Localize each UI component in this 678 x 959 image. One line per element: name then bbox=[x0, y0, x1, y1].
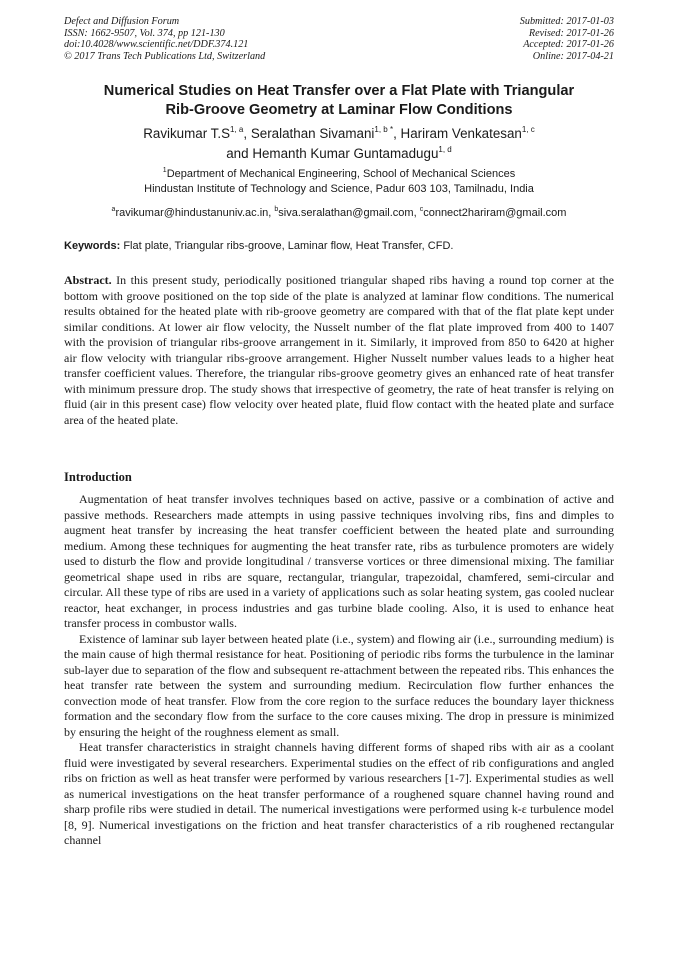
keywords-text: Flat plate, Triangular ribs-groove, Laminar flow, Heat Transfer, CFD. bbox=[123, 240, 454, 252]
affiliation-line-2: Hindustan Institute of Technology and Science, Padur 603 103, Tamilnadu, India bbox=[144, 183, 534, 195]
paragraph: Heat transfer characteristics in straight channels having different forms of shaped ribs with air as a coolant fluid were investigated by several researchers. Experimental studies on the effect of rib configurations and angled ribs on friction as well as heat transfer were performed by various researchers [1-7]. Experimental studies as well as numerical investigations on the heat transfer performance of a roughened square channel having round and sharp profile ribs were studied in detail. The numerical investigations were performed using k-ε turbulence model [8, 9]. Numerical investigations on the friction and heat transfer characteristics of a rib roughened rectangular channel bbox=[64, 740, 614, 847]
revised-date: Revised: 2017-01-26 bbox=[528, 27, 614, 39]
journal-info bbox=[64, 16, 265, 62]
keywords-label: Keywords: bbox=[64, 240, 121, 252]
publication-dates bbox=[520, 16, 614, 62]
author-superscript: 1, d bbox=[438, 144, 452, 154]
abstract bbox=[64, 273, 614, 428]
abstract-text: In this present study, periodically positioned triangular shaped ribs having a round top corner at the bottom with groove positioned on the top side of the plate is analyzed at laminar flow conditions. The numerical results obtained for the heated plate with rib-groove geometry are compared with that of the flat plate kept under similar conditions. At lower air flow velocity, the Nusselt number of the flat plate improved from 400 to 1407 with the provision of triangular ribs-groove arrangement in it. Similarly, it improved from 850 to 6420 at higher air flow velocity with triangular ribs-groove arrangement. Higher Nusselt number values leads to a higher heat transfer coefficient values. Therefore, the triangular ribs-groove geometry gives an enhanced rate of heat transfer with minimum pressure drop. The study shows that irrespective of geometry, the rate of heat transfer is relying on fluid (air in this present case) flow velocity over heated plate, fluid flow contact with the heated plate and surface area of the heated plate. bbox=[64, 273, 614, 427]
email-link[interactable]: siva.seralathan@gmail.com, bbox=[278, 207, 417, 219]
issn: ISSN: 1662-9507, Vol. 374, pp 121-130 bbox=[64, 27, 225, 39]
author-superscript: 1, a bbox=[230, 125, 244, 134]
author-emails bbox=[40, 206, 638, 220]
paragraph: Existence of laminar sub layer between heated plate (i.e., system) and flowing air (i.e., surrounding medium) is the main cause of high thermal resistance for heat. Positioning of periodic ribs forms the turbulence in the laminar sub-layer due to separation of the flow and subsequent re-attachment between the repeated ribs. This enhances the heat transfer rate between the system and surrounding medium. Recirculation flow further enhances the convection mode of heat transfer. Flow from the core region to the surface reduces the boundary layer thickness formation and the secondary flow from the surface to the core causes mixing. The drop in pressure is minimized by ensuring the height of the roughness element as small. bbox=[64, 631, 614, 739]
doi: doi:10.4028/www.scientific.net/DDF.374.121 bbox=[64, 39, 249, 51]
affiliation-line-1: Department of Mechanical Engineering, School of Mechanical Sciences bbox=[166, 168, 516, 180]
paper-title bbox=[40, 82, 638, 120]
journal-name: Defect and Diffusion Forum bbox=[64, 16, 180, 27]
author-name: Seralathan Sivamani bbox=[250, 126, 375, 141]
email-superscript: b bbox=[274, 206, 279, 213]
abstract-label: Abstract. bbox=[64, 273, 112, 287]
email-link[interactable]: ravikumar@hindustanuniv.ac.in, bbox=[115, 207, 272, 219]
online-date: Online: 2017-04-21 bbox=[532, 50, 614, 62]
author-superscript: 1, c bbox=[521, 125, 535, 134]
section-heading-introduction: Introduction bbox=[64, 470, 132, 484]
affiliation bbox=[40, 167, 638, 197]
submitted-date: Submitted: 2017-01-03 bbox=[519, 16, 614, 27]
affiliation-superscript: 1 bbox=[162, 167, 167, 174]
email-link[interactable]: connect2hariram@gmail.com bbox=[423, 207, 567, 219]
author-name: Hariram Venkatesan bbox=[400, 126, 522, 141]
keywords bbox=[64, 239, 616, 253]
author-conjunction: and bbox=[226, 145, 249, 161]
paragraph: Augmentation of heat transfer involves techniques based on active, passive or a combination of active and passive methods. Researchers made attempts in using passive techniques involving ribs, fins and dimples to augment heat transfer by increasing the heat transfer coefficient between the heated plate and surrounding medium. Among these techniques for augmenting the heat transfer rate, ribs as turbulence promoters are widely used to disturb the flow and provide longitudinal / transverse vortices or three dimensional mixing. The familiar geometrical shape used in ribs are square, rectangular, triangular, trapezoidal, chamfered, semi-circular and circular. All these type of ribs are used in a variety of applications such as solar heating system, gas cooled nuclear reactor, heat exchanger, in process industries and gas turbine blade cooling. Also, it is used to enhance heat transfer process in combustor walls. bbox=[64, 492, 614, 630]
email-superscript: a bbox=[111, 206, 116, 213]
author-name: Hemanth Kumar Guntamadugu bbox=[252, 145, 439, 161]
title-line-2: Rib-Groove Geometry at Laminar Flow Conditions bbox=[165, 102, 513, 118]
author-superscript: 1, b * bbox=[374, 125, 394, 134]
email-superscript: c bbox=[419, 206, 424, 213]
author-list: Ravikumar $T.S^{1, a}$, Seralathan Sivamani$^{1, b *}$, Hariram Venkatesan$^{1, c}$ and Hemanth Kumar Guntamadugu$^{1, d}$ bbox=[143, 125, 535, 161]
copyright: © 2017 Trans Tech Publications Ltd, Switzerland bbox=[64, 50, 266, 62]
title-line-1: Numerical Studies on Heat Transfer over a Flat Plate with Triangular bbox=[103, 83, 575, 99]
author-name: Ravikumar T.S bbox=[143, 126, 231, 141]
introduction-body bbox=[64, 492, 614, 849]
accepted-date: Accepted: 2017-01-26 bbox=[523, 39, 614, 51]
